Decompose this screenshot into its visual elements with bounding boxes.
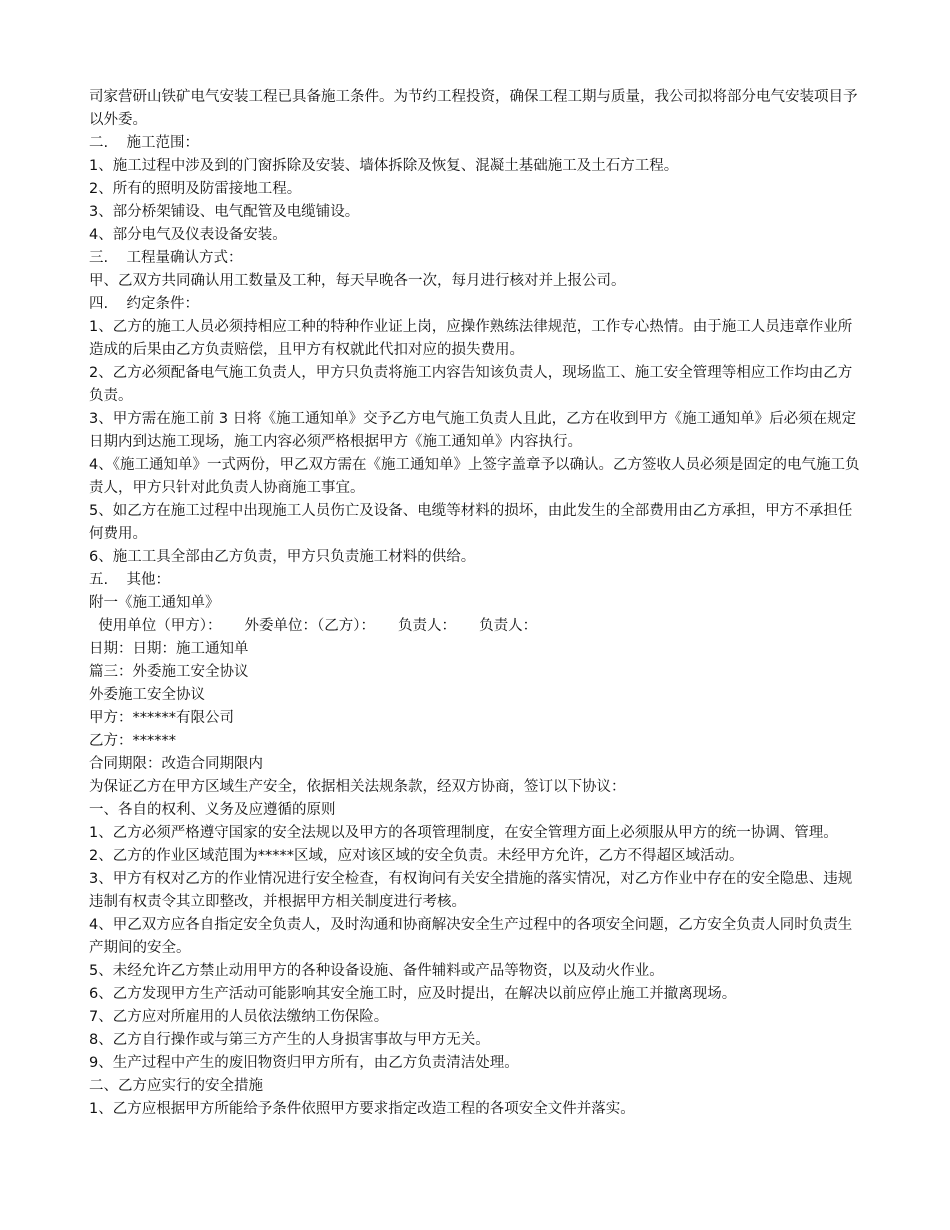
safety-measure-item-1: 1、乙方应根据甲方所能给予条件依照甲方要求指定改造工程的各项安全文件并落实。: [89, 1101, 635, 1117]
obligation-item-6: 6、乙方发现甲方生产活动可能影响其安全施工时，应及时提出，在解决以前应停止施工并撤离现场。: [89, 986, 737, 1002]
obligation-item-8: 8、乙方自行操作或与第三方产生的人身损害事故与甲方无关。: [89, 1032, 490, 1048]
party-b: 乙方：******: [89, 733, 176, 749]
heading-quantity-confirmation: 三. 工程量确认方式：: [89, 250, 243, 266]
heading-scope: 二. 施工范围：: [89, 135, 200, 151]
condition-item-2: 2、乙方必须配备电气施工负责人，甲方只负责将施工内容告知该负责人，现场监工、施工安全管理等相应工作均由乙方负责。: [89, 365, 853, 404]
heading-safety-measures: 二、乙方应实行的安全措施: [89, 1078, 263, 1094]
date-line: 日期：日期：施工通知单: [89, 641, 249, 657]
heading-conditions: 四. 约定条件：: [89, 296, 200, 312]
party-a: 甲方：******有限公司: [89, 710, 234, 726]
contract-period: 合同期限：改造合同期限内: [89, 756, 263, 772]
condition-item-4: 4、《施工通知单》一式两份，甲乙双方需在《施工通知单》上签字盖章予以确认。乙方签收人员必须是固定的电气施工负责人，甲方只针对此负责人协商施工事宜。: [89, 457, 860, 496]
condition-item-1: 1、乙方的施工人员必须持相应工种的特种作业证上岗，应操作熟练法律规范，工作专心热情。由于施工人员违章作业所造成的后果由乙方负责赔偿，且甲方有权就此代扣对应的损失费用。: [89, 319, 853, 358]
condition-item-3: 3、甲方需在施工前 3 日将《施工通知单》交予乙方电气施工负责人且此，乙方在收到甲方《施工通知单》后必须在规定日期内到达施工现场，施工内容必须严格根据甲方《施工通知单》内容执行。: [89, 411, 857, 450]
signature-fields: 使用单位（甲方）： 外委单位：（乙方）： 负责人： 负责人：: [89, 618, 538, 634]
paragraph-quantity-confirmation: 甲、乙双方共同确认用工数量及工种，每天早晚各一次，每月进行核对并上报公司。: [89, 273, 626, 289]
scope-item-2: 2、所有的照明及防雷接地工程。: [89, 181, 302, 197]
paragraph-intro: 司家营研山铁矿电气安装工程已具备施工条件。为节约工程投资，确保工程工期与质量，我公司拟将部分电气安装项目予以外委。: [89, 89, 858, 128]
obligation-item-2: 2、乙方的作业区域范围为*****区域，应对该区域的安全负责。未经甲方允许，乙方不得超区域活动。: [89, 848, 744, 864]
condition-item-5: 5、如乙方在施工过程中出现施工人员伤亡及设备、电缆等材料的损坏，由此发生的全部费用由乙方承担，甲方不承担任何费用。: [89, 503, 853, 542]
agreement-title: 外委施工安全协议: [89, 687, 205, 703]
obligation-item-7: 7、乙方应对所雇用的人员依法缴纳工伤保险。: [89, 1009, 389, 1025]
obligation-item-9: 9、生产过程中产生的废旧物资归甲方所有，由乙方负责清洁处理。: [89, 1055, 519, 1071]
scope-item-4: 4、部分电气及仪表设备安装。: [89, 227, 287, 243]
obligation-item-4: 4、甲乙双方应各自指定安全负责人，及时沟通和协商解决安全生产过程中的各项安全问题，乙方安全负责人同时负责生产期间的安全。: [89, 917, 853, 956]
obligation-item-1: 1、乙方必须严格遵守国家的安全法规以及甲方的各项管理制度，在安全管理方面上必须服从甲方的统一协调、管理。: [89, 825, 838, 841]
condition-item-6: 6、施工工具全部由乙方负责，甲方只负责施工材料的供给。: [89, 549, 476, 565]
document-body: [89, 86, 861, 1121]
attachment-title: 附一《施工通知单》: [89, 595, 220, 611]
heading-other: 五. 其他：: [89, 572, 171, 588]
heading-rights-obligations: 一、各自的权利、义务及应遵循的原则: [89, 802, 336, 818]
section-title: 篇三：外委施工安全协议: [89, 664, 249, 680]
scope-item-1: 1、施工过程中涉及到的门窗拆除及安装、墙体拆除及恢复、混凝土基础施工及土石方工程。: [89, 158, 679, 174]
agreement-preamble: 为保证乙方在甲方区域生产安全，依据相关法规条款，经双方协商，签订以下协议：: [89, 779, 626, 795]
obligation-item-3: 3、甲方有权对乙方的作业情况进行安全检查，有权询问有关安全措施的落实情况，对乙方作业中存在的安全隐患、违规违制有权责令其立即整改，并根据甲方相关制度进行考核。: [89, 871, 853, 910]
obligation-item-5: 5、未经允许乙方禁止动用甲方的各种设备设施、备件辅料或产品等物资，以及动火作业。: [89, 963, 664, 979]
scope-item-3: 3、部分桥架铺设、电气配管及电缆铺设。: [89, 204, 360, 220]
